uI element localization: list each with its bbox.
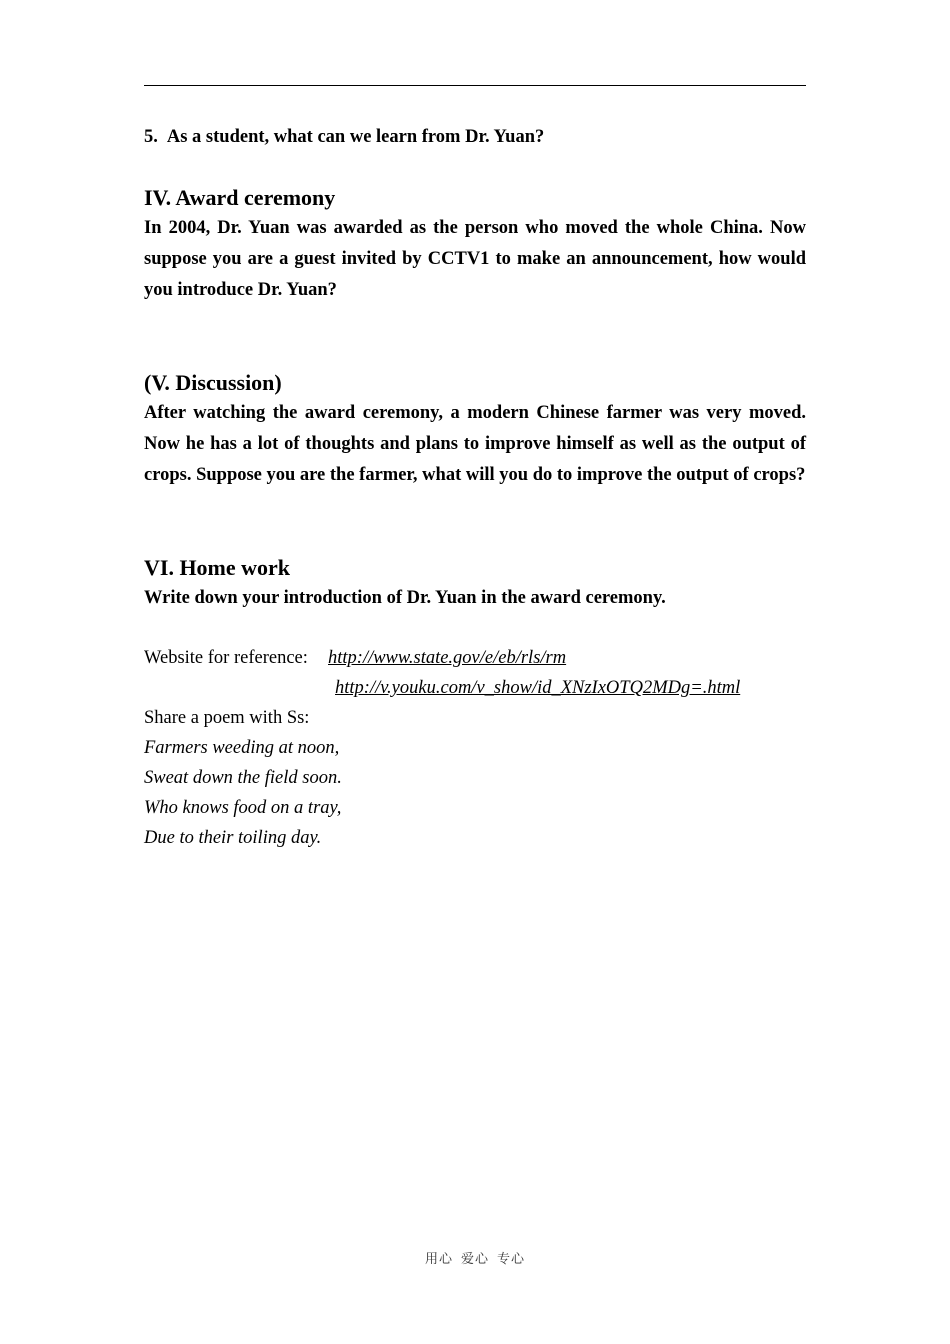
poem-line: Due to their toiling day. [144,828,322,848]
page-content [144,122,806,853]
footer-word: 专心 [497,1252,526,1267]
footer-word: 用心 [424,1252,453,1267]
section-heading-homework: VI. Home work [144,555,291,580]
question-number: 5. [144,127,158,147]
reference-row-2 [144,673,806,703]
section-body-discussion: After watching the award ceremony, a modern Chinese farmer was very moved. Now he has a lot of thoughts and plans to improve himself as well as the output of crops. Suppose you are the farmer, what will you do to improve the output of crops? [144,403,806,485]
header-rule [144,85,806,86]
reference-row [144,643,806,673]
question-text: As a student, what can we learn from Dr. Yuan? [166,127,545,147]
poem-line: Who knows food on a tray, [144,798,342,818]
poem-line: Farmers weeding at noon, [144,738,340,758]
section-body-award-ceremony: In 2004, Dr. Yuan was awarded as the person who moved the whole China. Now suppose you are a guest invited by CCTV1 to make an announcement, how would you introduce Dr. Yuan? [144,218,806,300]
section-body-homework: Write down your introduction of Dr. Yuan in the award ceremony. [144,588,666,608]
section-heading-award-ceremony: IV. Award ceremony [144,185,336,210]
poem-line: Sweat down the field soon. [144,768,342,788]
question-5 [144,122,806,152]
page-footer [0,1248,950,1267]
reference-label: Website for reference: [144,648,308,668]
section-heading-discussion: (V. Discussion) [144,370,282,395]
footer-word: 爱心 [460,1252,489,1267]
reference-link-1[interactable]: http://www.state.gov/e/eb/rls/rm [328,648,567,668]
reference-link-2[interactable]: http://v.youku.com/v_show/id_XNzIxOTQ2MDg=.html [335,678,741,698]
poem-intro: Share a poem with Ss: [144,708,310,728]
